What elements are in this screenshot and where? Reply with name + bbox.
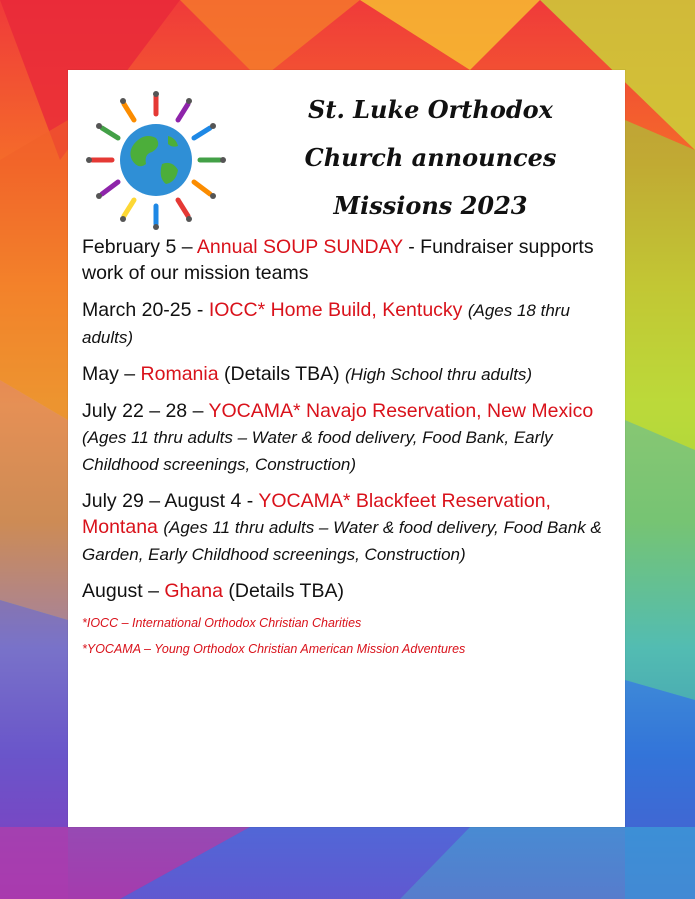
event-name: YOCAMA* Navajo Reservation, New Mexico <box>208 400 594 422</box>
event-name: Annual SOUP SUNDAY <box>196 236 403 258</box>
event-date: May – <box>82 363 141 385</box>
event-details: (Details TBA) <box>218 363 345 385</box>
event-item <box>82 488 617 568</box>
event-date: March 20-25 - <box>82 299 209 321</box>
event-item <box>82 297 617 351</box>
event-name: IOCC* Home Build, Kentucky <box>208 299 463 321</box>
event-date: February 5 – <box>82 236 197 258</box>
event-details: (Details TBA) <box>222 580 344 602</box>
title-line-3: Missions 2023 <box>333 191 528 220</box>
event-note: (Ages 11 thru adults – Water & food delivery, Food Bank, Early Childhood screenings, Construction) <box>82 428 553 474</box>
event-item <box>82 578 617 605</box>
event-date: August – <box>82 580 165 602</box>
event-note: (Ages 18 thru adults) <box>82 301 570 347</box>
event-note: (High School thru adults) <box>345 365 533 384</box>
event-item <box>82 361 617 388</box>
globe-with-people-icon <box>76 90 236 230</box>
footnote-yocama: *YOCAMA – Young Orthodox Christian American Mission Adventures <box>82 642 466 656</box>
event-name: Ghana <box>164 580 223 602</box>
event-item <box>82 234 617 287</box>
page-title <box>273 86 588 230</box>
title-line-2: Church announces <box>304 143 557 172</box>
footnote-iocc: *IOCC – International Orthodox Christian Charities <box>82 616 362 630</box>
title-line-1: St. Luke Orthodox <box>308 95 553 124</box>
event-date: July 22 – 28 – <box>82 400 209 422</box>
event-name: YOCAMA* Blackfeet Reservation, Montana <box>82 490 551 538</box>
events-list <box>82 234 617 657</box>
event-date: July 29 – August 4 - <box>82 490 259 512</box>
event-note: (Ages 11 thru adults – Water & food delivery, Food Bank & Garden, Early Childhood screenings, Construction) <box>82 518 602 564</box>
event-item <box>82 398 617 478</box>
event-details: - Fundraiser supports work of our mission teams <box>82 236 594 284</box>
event-name: Romania <box>140 363 219 385</box>
flyer-card <box>68 70 625 827</box>
